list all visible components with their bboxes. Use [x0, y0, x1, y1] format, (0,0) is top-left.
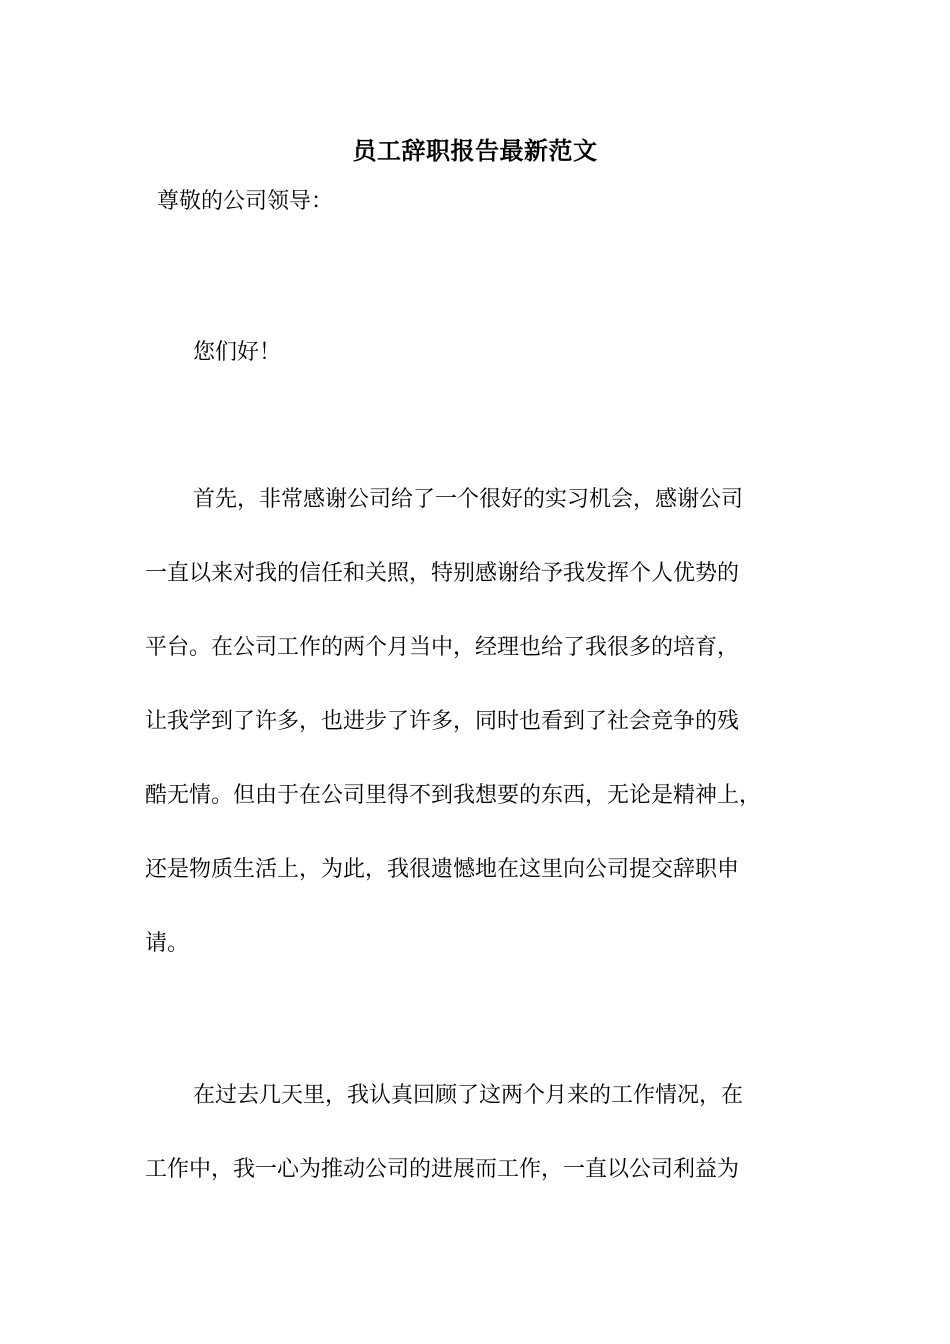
salutation: 尊敬的公司领导：	[157, 189, 334, 214]
paragraph-line: 平台。在公司工作的两个月当中，经理也给了我很多的培育，	[145, 635, 740, 660]
paragraph-line: 酷无情。但由于在公司里得不到我想要的东西，无论是精神上，	[145, 783, 762, 808]
greeting: 您们好！	[193, 340, 282, 365]
paragraph-line: 请。	[145, 931, 190, 956]
paragraph-line: 在过去几天里，我认真回顾了这两个月来的工作情况，在	[193, 1083, 744, 1108]
paragraph-line: 让我学到了许多，也进步了许多，同时也看到了社会竞争的残	[145, 709, 740, 734]
document-title: 员工辞职报告最新范文	[352, 136, 598, 165]
paragraph-line: 还是物质生活上，为此，我很遗憾地在这里向公司提交辞职申	[145, 857, 740, 882]
paragraph-2	[145, 1080, 825, 1228]
paragraph-line: 首先，非常感谢公司给了一个很好的实习机会，感谢公司	[193, 487, 744, 512]
paragraph-1	[145, 484, 825, 1002]
paragraph-line: 工作中，我一心为推动公司的进展而工作，一直以公司利益为	[145, 1157, 740, 1182]
paragraph-line: 一直以来对我的信任和关照，特别感谢给予我发挥个人优势的	[145, 561, 740, 586]
